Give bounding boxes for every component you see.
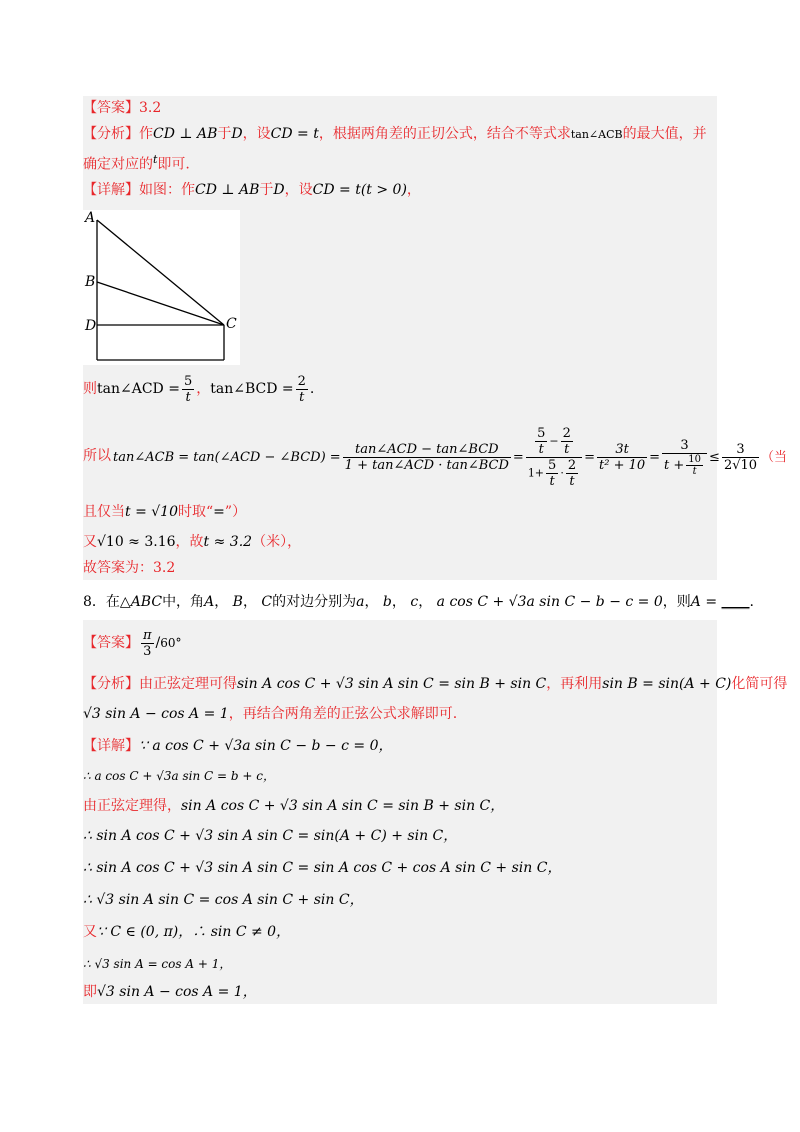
detail-text: （当 (761, 450, 788, 465)
analysis-text: 作 (139, 126, 153, 142)
math-triangle: △ABC (119, 594, 163, 610)
numerator: 10 (688, 454, 702, 465)
detail-text: . (309, 381, 315, 397)
analysis-text: 由正弦定理可得 (139, 676, 237, 692)
detail-text: ，设 (284, 182, 313, 198)
math-d: D (231, 126, 243, 142)
numerator: 3t (597, 442, 647, 458)
answer-degrees: 60° (160, 636, 182, 650)
math-sin-b: sin B = sin(A + C) (602, 676, 732, 692)
triangle-diagram (83, 210, 240, 365)
segment-ac (97, 220, 224, 325)
fraction-compound (526, 426, 582, 489)
label-c: C (226, 316, 237, 332)
analysis-text: ，再利用 (546, 676, 603, 692)
math-eq: = (213, 504, 225, 520)
final-answer: 故答案为：3.2 (83, 560, 176, 576)
tan-values-line (83, 372, 314, 406)
math-step-8: ∴ √3 sin A = cos A + 1， (83, 957, 232, 971)
math-condition: a cos C + √3a sin C − b − c = 0 (436, 594, 663, 610)
question-text: 在 (105, 594, 120, 610)
math-tan-acb: tan∠ACB (570, 128, 623, 141)
denominator-compound: 1+ $\frac{5}{t}$ · $\frac{2}{t}$ (527, 458, 577, 489)
denominator: t (299, 389, 305, 405)
label-b: B (85, 274, 96, 290)
step-2 (83, 766, 275, 786)
final-answer-line (83, 558, 175, 578)
detail-line-1 (83, 180, 421, 200)
math-equation-lhs: tan∠ACB = tan(∠ACD − ∠BCD) = (113, 450, 341, 465)
step-7 (83, 922, 290, 942)
detail-text: 又 (83, 924, 97, 940)
detail-text: ， (196, 381, 211, 397)
denominator: 1 + tan∠ACD · tan∠BCD (344, 458, 509, 473)
numerator: π (143, 627, 152, 643)
detail-text: 如图：作 (139, 182, 195, 198)
question-8: 8．在△ABC中，角A， B， C的对边分别为a， b， c， a cos C + √3a sin C − b − c = 0，则A = ____. (83, 594, 754, 610)
detail-text: 且仅当 (83, 504, 125, 520)
numerator-compound: $\frac{5}{t}$ − $\frac{2}{t}$ (526, 426, 582, 458)
math-tan-bcd: tan∠BCD = (210, 381, 294, 397)
label-d: D (85, 318, 97, 334)
denominator: t² + 10 (599, 458, 646, 473)
step-8 (83, 954, 231, 974)
math-answer-blank: A = (690, 594, 722, 610)
question-text: ，则 (662, 594, 691, 610)
math-cd-t-cond: CD = t(t > 0) (312, 182, 407, 198)
t-plus: t + (664, 458, 685, 473)
detail-text: ， (406, 182, 421, 198)
math-cd-perp-ab: CD ⊥ AB (195, 182, 260, 198)
approx-line (83, 532, 301, 552)
denominator: t (692, 466, 697, 477)
step-3 (83, 796, 504, 816)
math-sine-rule: sin A cos C + √3 sin A sin C = sin B + sin C (237, 676, 547, 692)
analysis-text: 化简可得 (731, 676, 788, 692)
numerator: 5 (183, 373, 193, 389)
analysis-line-4 (83, 704, 457, 724)
math-tan-acd: tan∠ACD = (97, 381, 180, 397)
fraction-pi-over-3 (141, 628, 154, 659)
detail-text: （米）， (252, 534, 302, 550)
step-9 (83, 982, 257, 1002)
denominator: t (538, 442, 544, 457)
detail-text: 于 (259, 182, 274, 198)
fraction-tan-difference (343, 442, 511, 473)
big-equation (113, 418, 787, 498)
numerator: 5 (548, 458, 557, 473)
detail-text: ”） (224, 504, 247, 520)
math-step-3: sin A cos C + √3 sin A sin C = sin B + sin C， (181, 798, 505, 814)
answer-blank[interactable]: ____ (721, 594, 750, 610)
denominator (662, 454, 707, 477)
math-t-eq-sqrt10: t = √10 (125, 504, 178, 520)
slash: / (155, 635, 161, 651)
denominator: t (569, 474, 575, 489)
math-step-9: √3 sin A − cos A = 1， (97, 984, 257, 1000)
math-b: b (382, 594, 392, 610)
question-number: 8． (83, 594, 106, 610)
math-a: a (356, 594, 365, 610)
math-step-7: ∵ C ∈ (0, π)，∴ sin C ≠ 0， (97, 924, 291, 940)
detail-text: 由正弦定理得， (83, 798, 181, 814)
math-b-upper: B (232, 594, 243, 610)
math-cd-perp-ab: CD ⊥ AB (153, 126, 218, 142)
numerator: tan∠ACD − tan∠BCD (343, 442, 511, 458)
suoyi-line (83, 446, 111, 466)
analysis-text: 确定对应的 (83, 156, 153, 173)
fraction-2-over-t (561, 426, 573, 457)
numerator: 2 (562, 426, 571, 441)
denominator: t (549, 474, 555, 489)
detail-text: 又 (83, 534, 97, 550)
fraction-5-over-t (546, 458, 558, 489)
fraction-3-over-t-plus (662, 438, 707, 477)
step-6 (83, 890, 364, 910)
detail-text: ，故 (175, 534, 204, 550)
math-step-5: ∴ sin A cos C + √3 sin A sin C = sin A cos C + cos A sin C + sin C， (83, 860, 562, 876)
analysis-text: 的最大值，并 (622, 126, 707, 142)
fraction-10-over-t (686, 454, 703, 477)
detail-text: 所以 (83, 448, 111, 464)
analysis-line-2 (83, 150, 190, 175)
answer-line-1 (83, 98, 161, 118)
denominator: t (564, 442, 570, 457)
math-le: ≤ (709, 450, 720, 465)
question-text: 的对边分别为 (272, 594, 357, 610)
fraction-5-over-t (182, 374, 194, 405)
fraction-3t (597, 442, 647, 473)
math-a-upper: A (204, 594, 215, 610)
math-t: t (153, 153, 158, 166)
analysis-text: 即可. (157, 156, 190, 173)
fraction-5-over-t (535, 426, 547, 457)
math-eq: = (512, 450, 524, 465)
math-eq: = (649, 450, 661, 465)
answer-label: 【答案】 (83, 100, 139, 116)
analysis-label: 【分析】 (83, 676, 139, 692)
math-simplified: √3 sin A − cos A = 1 (83, 706, 229, 722)
analysis-text: ，根据两角差的正切公式，结合不等式求 (318, 126, 571, 142)
detail-label: 【详解】 (83, 738, 139, 754)
numerator: 2 (567, 458, 577, 473)
fraction-2-over-t (296, 374, 308, 405)
math-c: c (410, 594, 419, 610)
step-4 (83, 826, 457, 846)
detail-label: 【详解】 (83, 182, 139, 198)
denominator: 3 (143, 643, 152, 659)
numerator: 5 (537, 426, 546, 441)
detail-text: 即 (83, 984, 97, 1000)
fraction-2-over-t (566, 458, 578, 489)
detail-text: 则 (83, 381, 97, 397)
answer-value: 3.2 (139, 100, 162, 116)
geometry-figure (83, 210, 240, 365)
math-step-2: ∴ a cos C + √3a sin C = b + c， (83, 769, 275, 783)
answer-label: 【答案】 (83, 635, 139, 651)
analysis-text: ，再结合两角差的正弦公式求解即可. (228, 706, 458, 722)
math-sqrt10-approx: √10 ≈ 3.16 (97, 534, 176, 550)
analysis-line-1 (83, 124, 707, 145)
math-step-4: ∴ sin A cos C + √3 sin A sin C = sin(A + C) + sin C， (83, 828, 458, 844)
math-d: D (273, 182, 285, 198)
analysis-label: 【分析】 (83, 126, 139, 142)
denominator: t (185, 389, 191, 405)
denominator: 2√10 (723, 458, 758, 473)
question-text: . (749, 594, 754, 610)
numerator: 2 (297, 373, 306, 389)
segment-bc (97, 282, 224, 325)
analysis-line-3 (83, 674, 787, 694)
answer-line-2 (83, 626, 182, 660)
math-step-6: ∴ √3 sin A sin C = cos A sin C + sin C， (83, 892, 364, 908)
detail-line-2 (83, 736, 392, 756)
math-step-1: ∵ a cos C + √3a sin C − b − c = 0， (139, 738, 393, 754)
step-5 (83, 858, 561, 878)
detail-text: 时取“ (178, 504, 214, 520)
numerator: 3 (722, 442, 759, 458)
label-a: A (85, 210, 96, 226)
math-eq: = (584, 450, 595, 465)
math-t-approx: t ≈ 3.2 (203, 534, 253, 550)
numerator: 3 (662, 438, 707, 454)
math-c-upper: C (261, 594, 273, 610)
equality-condition-line (83, 502, 246, 522)
analysis-text: 于 (217, 126, 232, 142)
math-cd-eq-t: CD = t (270, 126, 319, 142)
question-text: 中，角 (162, 594, 205, 610)
analysis-text: ，设 (242, 126, 271, 142)
fraction-3-over-2sqrt10 (722, 442, 759, 473)
